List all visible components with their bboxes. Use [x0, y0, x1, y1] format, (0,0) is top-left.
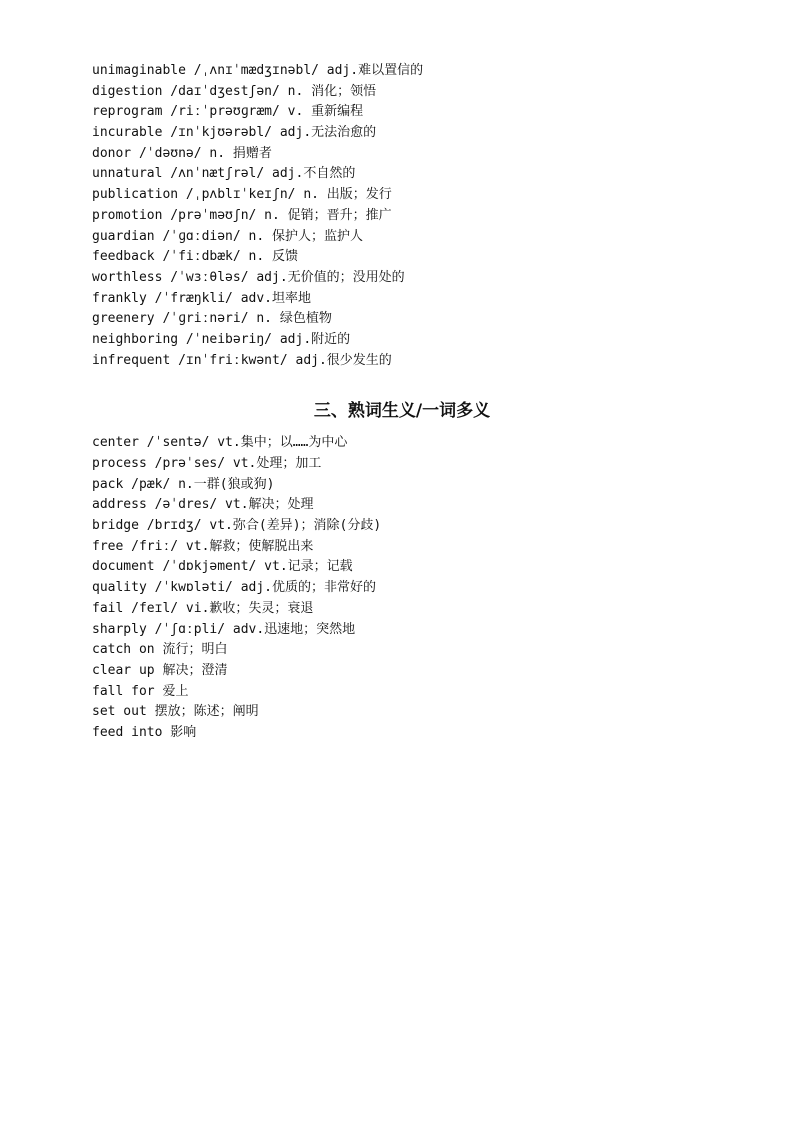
polysemy-entry: sharply /ˈʃɑːpli/ adv.迅速地；突然地	[92, 621, 356, 637]
polysemy-entry: set out 摆放；陈述；阐明	[92, 704, 259, 720]
vocab-entry: infrequent /ɪnˈfriːkwənt/ adj.很少发生的	[92, 352, 392, 368]
polysemy-entry: clear up 解决；澄清	[92, 662, 228, 678]
polysemy-entry: pack /pæk/ n.一群(狼或狗)	[92, 476, 275, 492]
vocabulary-list	[92, 61, 712, 371]
polysemy-entry: center /ˈsentə/ vt.集中；以……为中心	[92, 435, 348, 451]
vocab-entry: promotion /prəˈməʊʃn/ n. 促销；晋升；推广	[92, 207, 392, 223]
vocab-entry: donor /ˈdəʊnə/ n. 捐赠者	[92, 145, 272, 161]
vocab-entry: greenery /ˈɡriːnəri/ n. 绿色植物	[92, 311, 332, 327]
vocab-entry: unimaginable /ˌʌnɪˈmædʒɪnəbl/ adj.难以置信的	[92, 63, 424, 78]
polysemy-entry: fail /feɪl/ vi.歉收；失灵；衰退	[92, 600, 314, 616]
polysemy-entry: free /friː/ vt.解救；使解脱出来	[92, 538, 314, 554]
vocab-entry: reprogram /riːˈprəʊɡræm/ v. 重新编程	[92, 104, 364, 120]
vocab-entry: frankly /ˈfræŋkli/ adv.坦率地	[92, 290, 312, 306]
vocab-entry: feedback /ˈfiːdbæk/ n. 反馈	[92, 249, 299, 265]
vocab-entry: neighboring /ˈneibəriŋ/ adj.附近的	[92, 331, 351, 347]
polysemy-entry: feed into 影响	[92, 724, 197, 740]
polysemy-entry: bridge /brɪdʒ/ vt.弥合(差异)；消除(分歧)	[92, 518, 382, 534]
document-page	[92, 61, 712, 744]
polysemy-entry: quality /ˈkwɒləti/ adj.优质的；非常好的	[92, 580, 377, 596]
vocab-entry: worthless /ˈwɜːθləs/ adj.无价值的；没用处的	[92, 269, 405, 285]
polysemy-entry: process /prəˈses/ vt.处理；加工	[92, 456, 322, 471]
vocab-entry: guardian /ˈɡɑːdiən/ n. 保护人；监护人	[92, 228, 364, 244]
vocab-entry: publication /ˌpʌblɪˈkeɪʃn/ n. 出版；发行	[92, 187, 392, 203]
vocab-entry: digestion /daɪˈdʒestʃən/ n. 消化；领悟	[92, 83, 377, 99]
section-heading: 三、熟词生义/一词多义	[313, 401, 491, 422]
polysemy-entry: document /ˈdɒkjəment/ vt.记录；记载	[92, 559, 353, 575]
polysemy-list	[92, 433, 712, 743]
vocab-entry: incurable /ɪnˈkjʊərəbl/ adj.无法治愈的	[92, 125, 377, 141]
vocab-entry: unnatural /ʌnˈnætʃrəl/ adj.不自然的	[92, 166, 356, 182]
polysemy-entry: address /əˈdres/ vt.解决；处理	[92, 497, 314, 513]
polysemy-entry: catch on 流行；明白	[92, 642, 228, 658]
polysemy-entry: fall for 爱上	[92, 683, 189, 699]
